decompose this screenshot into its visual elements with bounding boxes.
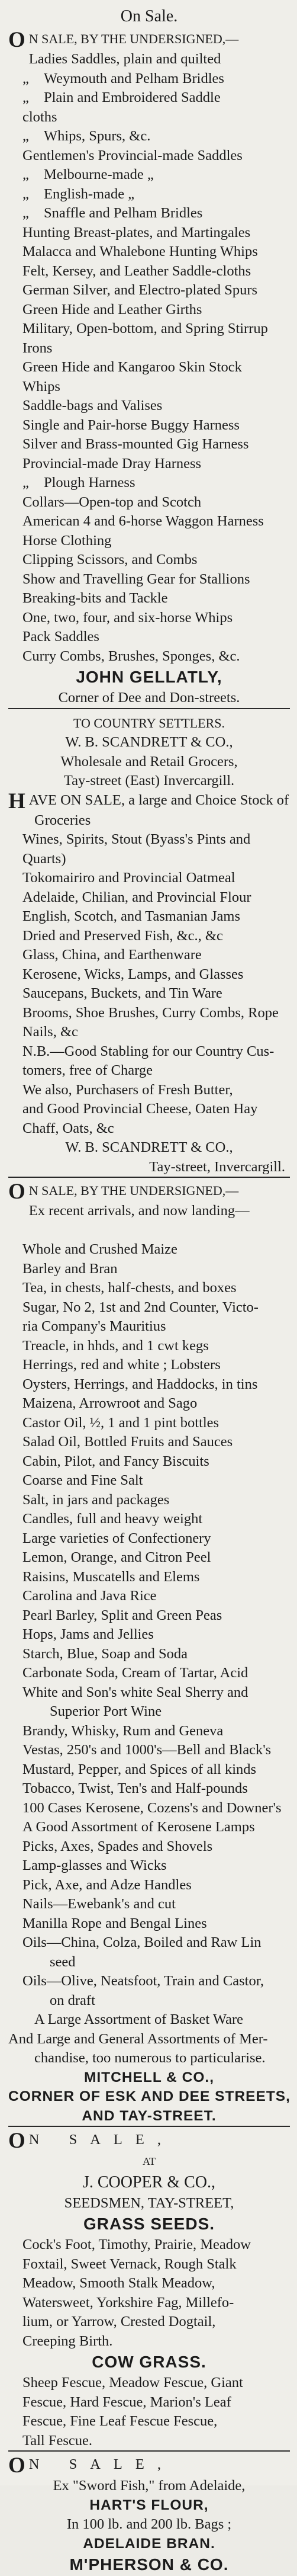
product-name: HART'S FLOUR, [89, 2497, 209, 2513]
item-line: Large varieties of Confectionery [22, 1530, 211, 1546]
item-line: Pack Saddles [22, 629, 99, 645]
at-label: AT [143, 2155, 156, 2167]
item-line [8, 204, 290, 223]
item-line: Oils—China, Colza, Boiled and Raw Lin [22, 1934, 262, 1950]
item-line: Castor Oil, ½, 1 and 1 pint bottles [22, 1414, 219, 1431]
item-line: American 4 and 6-horse Waggon Harness [22, 513, 264, 529]
item-line: Tea, in chests, half-chests, and boxes [22, 1280, 237, 1296]
item-line: Carbonate Soda, Cream of Tartar, Acid [22, 1665, 248, 1681]
item-line: N.B.—Good Stabling for our Country Cus- [22, 1043, 275, 1059]
ad-opening [8, 791, 290, 811]
advertiser-name: MITCHELL & CO., [83, 2069, 215, 2085]
item-line: Saucepans, Buckets, and Tin Ware [22, 985, 222, 1001]
item-line: Salad Oil, Bottled Fruits and Sauces [22, 1434, 233, 1450]
item-line: Candles, full and heavy weight [22, 1511, 203, 1527]
line-text: Snaffle and Pelham Bridles [44, 205, 203, 221]
grass-seed-list [8, 2235, 290, 2351]
item-line [8, 88, 290, 108]
item-line: cloths [22, 108, 57, 125]
item-line: and Good Provincial Cheese, Oaten Hay [22, 1101, 258, 1117]
item-line: Felt, Kersey, and Leather Saddle-cloths [22, 262, 251, 279]
seed-line: Fescue, Fine Leaf Fescue Fescue, [22, 2413, 218, 2429]
firm-address: Tay-street (East) Invercargill. [63, 773, 235, 789]
item-line: Brooms, Shoe Brushes, Curry Combs, Rope [22, 1004, 279, 1021]
item-line: A Large Assortment of Basket Ware [34, 2011, 243, 2027]
ad-opening [8, 1181, 290, 1202]
drop-capital: H [8, 789, 25, 813]
item-line: Collars—Open-top and Scotch [22, 494, 202, 510]
merchandise-advertisement [8, 1181, 290, 2127]
item-line: Hops, Jams and Jellies [22, 1626, 154, 1642]
advertiser-name: JOHN GELLATLY, [76, 668, 222, 686]
item-line: We also, Purchasers of Fresh Butter, [22, 1081, 233, 1098]
item-line: German Silver, and Electro-plated Spurs [22, 282, 258, 298]
item-line: Green Hide and Leather Girths [22, 301, 202, 318]
item-line: Coarse and Fine Salt [22, 1472, 143, 1488]
item-line: Salt, in jars and packages [22, 1491, 170, 1508]
seed-line: Sheep Fescue, Meadow Fescue, Giant [22, 2375, 243, 2391]
item-line: 100 Cases Kerosene, Cozens's and Downer's [22, 1799, 282, 1816]
item-line: seed [50, 1953, 76, 1970]
item-line: Pick, Axe, and Adze Handles [22, 1876, 192, 1893]
item-line: ria Company's Mauritius [22, 1318, 166, 1334]
item-line: Whips [22, 378, 60, 395]
ditto-mark: „ [22, 70, 29, 86]
country-settlers-advertisement [8, 714, 290, 1178]
ditto-mark: „ [22, 205, 29, 221]
drop-capital: O [8, 1180, 25, 1204]
seed-line: Watersweet, Yorkshire Fag, Millefo- [22, 2294, 234, 2311]
ditto-mark: „ [22, 166, 29, 182]
item-line: And Large and General Assortments of Mer- [8, 2030, 268, 2047]
advertiser-address: Corner of Dee and Don-streets. [58, 690, 240, 706]
item-line: Tobacco, Twist, Ten's and Half-pounds [22, 1780, 248, 1796]
item-line: Tokomairiro and Provincial Oatmeal [22, 870, 235, 886]
item-line: Clipping Scissors, and Combs [22, 552, 198, 568]
seed-line: Meadow, Smooth Stalk Meadow, [22, 2275, 215, 2291]
item-line: Single and Pair-horse Buggy Harness [22, 416, 240, 433]
item-line: Irons [22, 339, 53, 356]
firm-name: W. B. SCANDRETT & CO., [65, 734, 233, 750]
item-line [8, 165, 290, 185]
item-line: Treacle, in hhds, and 1 cwt kegs [22, 1337, 209, 1354]
opening-line: N SALE, [28, 2456, 174, 2472]
item-line: Provincial-made Dray Harness [22, 455, 202, 472]
item-line: Gentlemen's Provincial-made Saddles [22, 147, 243, 164]
item-line: Breaking-bits and Tackle [22, 590, 168, 606]
item-line: Nails—Ewebank's and cut [22, 1896, 176, 1912]
item-line: Lamp-glasses and Wicks [22, 1857, 167, 1873]
section-grass-seeds: GRASS SEEDS. [83, 2215, 215, 2233]
flour-advertisement [8, 2455, 290, 2576]
ad-opening [8, 2455, 290, 2476]
item-line: Brandy, Whisky, Rum and Geneva [22, 1722, 224, 1739]
item-line: One, two, four, and six-horse Whips [22, 609, 233, 626]
drop-capital: O [8, 2129, 25, 2153]
seed-line: Cock's Foot, Timothy, Prairie, Meadow [22, 2237, 251, 2253]
item-line: Silver and Brass-mounted Gig Harness [22, 436, 249, 452]
item-line: Curry Combs, Brushes, Sponges, &c. [22, 648, 240, 664]
firm-trade: Wholesale and Retail Grocers, [60, 753, 238, 770]
item-line: Ex recent arrivals, and now landing— [28, 1203, 250, 1219]
seed-line: Fescue, Hard Fescue, Marion's Leaf [22, 2394, 231, 2410]
item-line: Nails, &c [22, 1024, 78, 1040]
drop-capital: O [8, 28, 25, 52]
item-line: English, Scotch, and Tasmanian Jams [22, 908, 241, 924]
section-cow-grass: COW GRASS. [92, 2353, 206, 2371]
item-line [8, 127, 290, 146]
line-text: Whips, Spurs, &c. [44, 128, 151, 144]
item-line: Adelaide, Chilian, and Provincial Flour [22, 889, 251, 905]
bag-sizes: In 100 lb. and 200 lb. Bags ; [66, 2516, 232, 2532]
item-line: Horse Clothing [22, 532, 112, 549]
item-line: Quarts) [22, 850, 66, 867]
item-line: Show and Travelling Gear for Stallions [22, 571, 250, 587]
item-line: Picks, Axes, Spades and Shovels [22, 1838, 213, 1854]
item-line: Maizena, Arrowroot and Sago [22, 1395, 198, 1411]
item-line: Malacca and Whalebone Hunting Whips [22, 243, 258, 259]
item-line: Herrings, red and white ; Lobsters [22, 1357, 221, 1373]
item-line: Dried and Preserved Fish, &c., &c [22, 927, 223, 944]
signature-firm: W. B. SCANDRETT & CO., [65, 1139, 233, 1155]
item-line: Oils—Olive, Neatsfoot, Train and Castor, [22, 1973, 264, 1989]
item-line: Whole and Crushed Maize [22, 1241, 177, 1257]
seeds-advertisement [8, 2130, 290, 2452]
item-line [8, 185, 290, 204]
ad-opening [8, 30, 290, 50]
item-line: Chaff, Oats, &c [22, 1120, 114, 1136]
seed-line: Creeping Birth. [22, 2333, 113, 2349]
signature-address: Tay-street, Invercargill. [149, 1158, 285, 1175]
opening-line: N SALE, [28, 2132, 174, 2148]
column-heading: On Sale. [120, 7, 178, 25]
item-line: Military, Open-bottom, and Spring Stirrup [22, 321, 268, 337]
saddlery-advertisement [8, 30, 290, 709]
item-line: Vestas, 250's and 1000's—Bell and Black's [22, 1742, 272, 1758]
item-line: White and Son's white Seal Sherry and [22, 1684, 248, 1700]
item-line [8, 1221, 290, 1241]
item-line: on draft [50, 1992, 95, 2008]
line-text: Weymouth and Pelham Bridles [44, 70, 224, 86]
item-line: Barley and Bran [22, 1260, 118, 1277]
opening-line: AVE ON SALE, a large and Choice Stock of [28, 792, 289, 808]
item-line: chandise, too numerous to particularise. [34, 2050, 266, 2066]
item-list [8, 811, 290, 1139]
item-line: Manilla Rope and Bengal Lines [22, 1915, 207, 1931]
ditto-mark: „ [22, 475, 29, 491]
cow-grass-list [8, 2373, 290, 2450]
item-line: Ladies Saddles, plain and quilted [28, 51, 221, 67]
advertiser-address-2: AND TAY-STREET. [82, 2107, 217, 2124]
item-line: Carolina and Java Rice [22, 1588, 157, 1604]
item-line: Cabin, Pilot, and Fancy Biscuits [22, 1453, 209, 1469]
ad-opening [8, 2130, 290, 2152]
line-text: English-made „ [44, 185, 135, 202]
ditto-mark: „ [22, 128, 29, 144]
item-line [8, 473, 290, 493]
item-line: Hunting Breast-plates, and Martingales [22, 224, 251, 241]
drop-capital: O [8, 2453, 25, 2478]
product-secondary: ADELAIDE BRAN. [83, 2535, 215, 2552]
ship-line: Ex "Sword Fish," from Adelaide, [53, 2478, 246, 2494]
item-line: Green Hide and Kangaroo Skin Stock [22, 359, 242, 375]
firm-name: J. COOPER & CO., [82, 2173, 216, 2191]
item-line: Starch, Blue, Soap and Soda [22, 1645, 188, 1662]
item-line: Raisins, Muscatells and Elems [22, 1568, 200, 1585]
item-line: Lemon, Orange, and Citron Peel [22, 1549, 211, 1565]
line-text: Plough Harness [44, 475, 135, 491]
advertiser-address-1: CORNER OF ESK AND DEE STREETS, [8, 2088, 290, 2104]
item-line: Groceries [34, 812, 91, 828]
opening-line: N SALE, BY THE UNDERSIGNED,— [28, 31, 239, 46]
seed-line: Tall Fescue. [22, 2432, 93, 2449]
seed-line: lium, or Yarrow, Crested Dogtail, [22, 2314, 216, 2330]
advertiser-name: M'PHERSON & CO. [69, 2555, 229, 2574]
ditto-mark: „ [22, 185, 29, 202]
item-line: Pearl Barley, Split and Green Peas [22, 1607, 222, 1623]
item-line: tomers, free of Charge [22, 1062, 153, 1078]
opening-line: N SALE, BY THE UNDERSIGNED,— [28, 1183, 239, 1198]
item-line: Wines, Spirits, Stout (Byass's Pints and [22, 831, 251, 847]
item-line: Mustard, Pepper, and Spices of all kinds [22, 1761, 257, 1777]
firm-trade: SEEDSMEN, TAY-STREET, [64, 2194, 234, 2211]
item-list [8, 1202, 290, 2068]
item-line: Saddle-bags and Valises [22, 398, 163, 414]
line-text: Melbourne-made „ [44, 166, 154, 182]
item-line: Sugar, No 2, 1st and 2nd Counter, Victo- [22, 1299, 259, 1315]
item-line: Kerosene, Wicks, Lamps, and Glasses [22, 966, 244, 982]
seed-line: Foxtail, Sweet Vernack, Rough Stalk [22, 2255, 237, 2272]
item-line: Superior Port Wine [50, 1703, 162, 1719]
ditto-mark: „ [22, 89, 29, 105]
item-line: A Good Assortment of Kerosene Lamps [22, 1819, 255, 1835]
item-line: Glass, China, and Earthenware [22, 947, 202, 963]
item-line: Oysters, Herrings, and Haddocks, in tins [22, 1376, 258, 1392]
headline: TO COUNTRY SETTLERS. [73, 715, 225, 730]
item-line [8, 69, 290, 89]
item-list [8, 50, 290, 666]
line-text: Plain and Embroidered Saddle [44, 89, 221, 105]
